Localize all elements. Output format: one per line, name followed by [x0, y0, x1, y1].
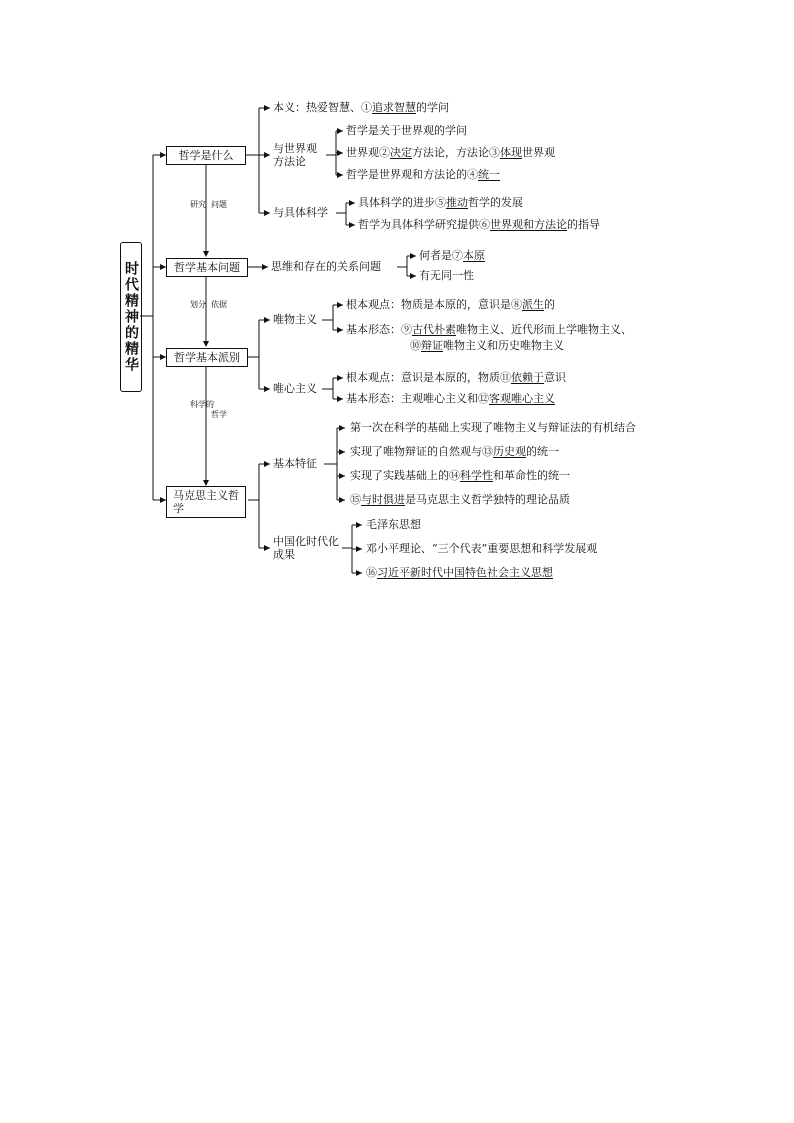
- node-basic-label: 哲学基本问题: [174, 261, 240, 274]
- node-basic-question: [166, 258, 248, 277]
- basic-question-label: 思维和存在的关系问题: [271, 260, 381, 273]
- science-2: 哲学为具体科学研究提供⑥世界观和方法论的指导: [358, 218, 600, 231]
- feature-2: 实现了唯物辩证的自然观与⑬历史观的统一: [350, 445, 559, 458]
- node-marxism: [166, 486, 246, 518]
- worldview-3: 哲学是世界观和方法论的④统一: [346, 168, 500, 181]
- idealism-2: 基本形态：主观唯心主义和⑫客观唯心主义: [346, 392, 555, 405]
- science-label: 与具体科学: [273, 206, 328, 219]
- edge-label-philosophy: 哲学: [211, 410, 227, 419]
- edge-label-question: 问题: [211, 200, 227, 209]
- edge-label-scientific: 科学的: [190, 400, 214, 409]
- achievement-2: 邓小平理论、“三个代表”重要思想和科学发展观: [366, 542, 598, 555]
- edge-label-basis: 依据: [211, 300, 227, 309]
- feature-1: 第一次在科学的基础上实现了唯物主义与辩证法的有机结合: [350, 421, 636, 434]
- basic-question-1: 何者是⑦本原: [419, 249, 485, 262]
- edge-label-research: 研究: [190, 200, 206, 209]
- materialism-label: 唯物主义: [273, 313, 317, 326]
- sinicization-label: 中国化时代化成果: [273, 535, 339, 561]
- node-what-is-philosophy: [166, 146, 246, 165]
- feature-4: ⑮与时俱进是马克思主义哲学独特的理论品质: [350, 493, 570, 506]
- edge-label-divide: 划分: [190, 300, 206, 309]
- features-label: 基本特征: [273, 457, 317, 470]
- worldview-2: 世界观②决定方法论，方法论③体现世界观: [346, 146, 555, 159]
- achievement-3: ⑯习近平新时代中国特色社会主义思想: [366, 566, 553, 579]
- feature-3: 实现了实践基础上的⑭科学性和革命性的统一: [350, 469, 570, 482]
- achievement-1: 毛泽东思想: [366, 518, 421, 531]
- basic-question-2: 有无同一性: [419, 269, 474, 282]
- idealism-label: 唯心主义: [273, 382, 317, 395]
- idealism-1: 根本观点：意识是本原的，物质⑪依赖于意识: [346, 371, 566, 384]
- materialism-3: ⑩辩证唯物主义和历史唯物主义: [410, 339, 564, 352]
- science-1: 具体科学的进步⑤推动哲学的发展: [358, 196, 523, 209]
- materialism-2: 基本形态：⑨古代朴素唯物主义、近代形而上学唯物主义、: [346, 323, 632, 336]
- worldview-methodology-label: 与世界观方法论: [273, 142, 317, 168]
- node-basic-schools: [166, 348, 248, 367]
- node-marxism-label: 马克思主义哲学: [173, 489, 239, 515]
- node-schools-label: 哲学基本派别: [174, 351, 240, 364]
- node-what-label: 哲学是什么: [178, 149, 234, 162]
- worldview-1: 哲学是关于世界观的学问: [346, 124, 467, 137]
- materialism-1: 根本观点：物质是本原的，意识是⑧派生的: [346, 298, 555, 311]
- original-meaning: 本义：热爱智慧、①追求智慧的学问: [273, 101, 449, 114]
- root-title: 时代精神的精华: [123, 261, 139, 373]
- root-title-box: [120, 242, 142, 392]
